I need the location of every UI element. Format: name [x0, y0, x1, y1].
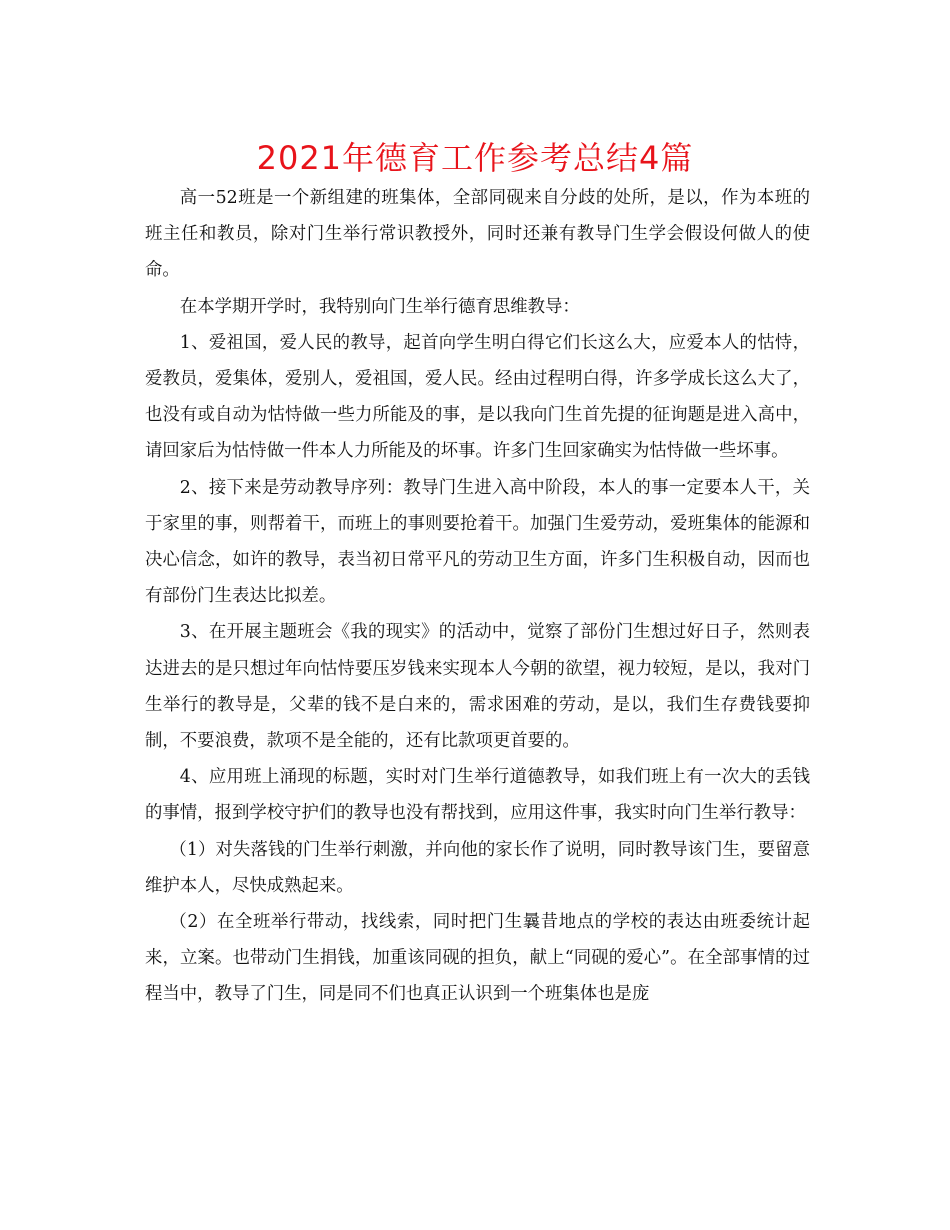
paragraph: （1）对失落钱的门生举行刺激，并向他的家长作了说明，同时教导该门生，要留意维护本人，尽快成熟起来。 [145, 839, 810, 896]
paragraph: 在本学期开学时，我特别向门生举行德育思维教导： [179, 296, 580, 317]
paragraph: 3、在开展主题班会《我的现实》的活动中，觉察了部份门生想过好日子，然则表达进去的是只想过年向怙恃要压岁钱来实现本人今朝的欲望，视力较短，是以，我对门生举行的教导是，父辈的钱不是白来的，需求困难的劳动，是以，我们生存费钱要抑制，不要浪费，款项不是全能的，还有比款项更首要的。 [145, 622, 810, 752]
paragraph: 2、接下来是劳动教导序列：教导门生进入高中阶段，本人的事一定要本人干，关于家里的事，则帮着干，而班上的事则要抢着干。加强门生爱劳动，爱班集体的能源和决心信念，如许的教导，表当初日常平凡的劳动卫生方面，许多门生积极自动，因而也有部份门生表达比拟差。 [145, 477, 810, 607]
document-body [145, 180, 810, 1013]
paragraph: 高一52班是一个新组建的班集体，全部同砚来自分歧的处所，是以，作为本班的班主任和教员，除对门生举行常识教授外，同时还兼有教导门生学会假设何做人的使命。 [145, 188, 810, 281]
paragraph: 1、爱祖国，爱人民的教导，起首向学生明白得它们长这么大，应爱本人的怙恃，爱教员，爱集体，爱别人，爱祖国，爱人民。经由过程明白得，许多学成长这么大了，也没有或自动为怙恃做一些力所能及的事，是以我向门生首先提的征询题是进入高中，请回家后为怙恃做一件本人力所能及的坏事。许多门生回家确实为怙恃做一些坏事。 [145, 332, 810, 462]
paragraph: 4、应用班上涌现的标题，实时对门生举行道德教导，如我们班上有一次大的丢钱的事情，报到学校守护们的教导也没有帮找到，应用这件事，我实时向门生举行教导： [145, 767, 810, 824]
document-title: 2021年德育工作参考总结4篇 [256, 139, 694, 177]
paragraph: （2）在全班举行带动，找线索，同时把门生曩昔地点的学校的表达由班委统计起来，立案。也带动门生捐钱，加重该同砚的担负，献上“同砚的爱心”。在全部事情的过程当中，教导了门生，同是同不们也真正认识到一个班集体也是庞 [145, 912, 810, 1005]
